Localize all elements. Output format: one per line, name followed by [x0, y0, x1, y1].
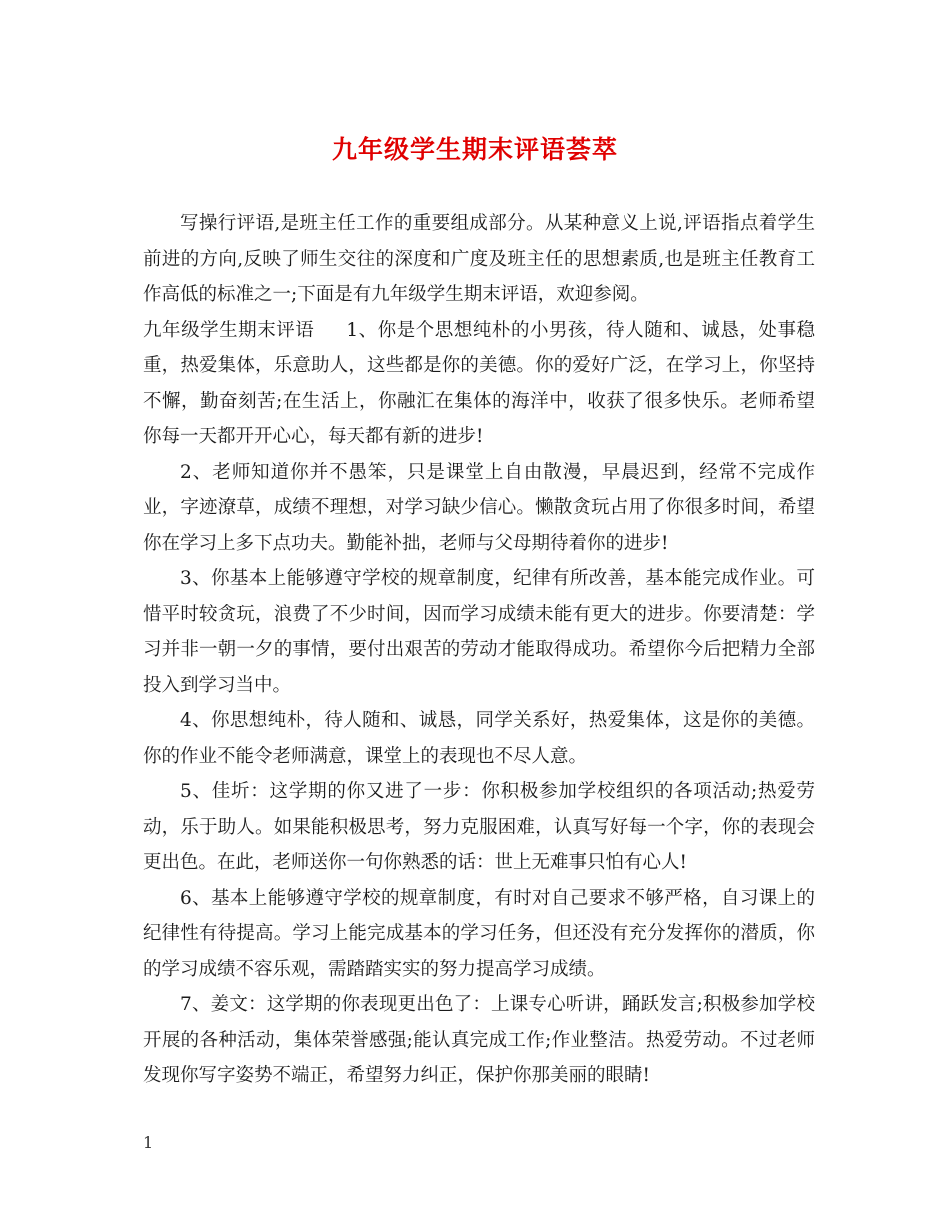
- comment-paragraph-2: 2、老师知道你并不愚笨，只是课堂上自由散漫，早晨迟到，经常不完成作业，字迹潦草，成绩不理想，对学习缺少信心。懒散贪玩占用了你很多时间，希望你在学习上多下点功夫。勤能补拙，老师与父母期待着你的进步!: [143, 461, 815, 554]
- intro-paragraph: 写操行评语,是班主任工作的重要组成部分。从某种意义上说,评语指点着学生前进的方向,反映了师生交往的深度和广度及班主任的思想素质,也是班主任教育工作高低的标准之一;下面是有九年级学生期末评语，欢迎参阅。: [143, 213, 815, 305]
- comment-paragraph-4: 4、你思想纯朴，待人随和、诚恳，同学关系好，热爱集体，这是你的美德。你的作业不能令老师满意，课堂上的表现也不尽人意。: [143, 710, 815, 767]
- comment-paragraph-7: 7、姜文：这学期的你表现更出色了：上课专心听讲，踊跃发言;积极参加学校开展的各种活动，集体荣誉感强;能认真完成工作;作业整洁。热爱劳动。不过老师发现你写字姿势不端正，希望努力纠正，保护你那美丽的眼睛!: [143, 994, 815, 1086]
- section-label: 九年级学生期末评语: [143, 319, 315, 341]
- comment-text-1: 1、你是个思想纯朴的小男孩，待人随和、诚恳，处事稳重，热爱集体，乐意助人，这些都是你的美德。你的爱好广泛，在学习上，你坚持不懈，勤奋刻苦;在生活上，你融汇在集体的海洋中，收获了很多快乐。老师希望你每一天都开开心心，每天都有新的进步!: [143, 319, 815, 447]
- comment-paragraph-3: 3、你基本上能够遵守学校的规章制度，纪律有所改善，基本能完成作业。可惜平时较贪玩，浪费了不少时间，因而学习成绩未能有更大的进步。你要清楚：学习并非一朝一夕的事情，要付出艰苦的劳动才能取得成功。希望你今后把精力全部投入到学习当中。: [143, 568, 815, 696]
- first-comment-paragraph: [143, 313, 815, 455]
- comment-paragraph-5: 5、佳圻：这学期的你又进了一步：你积极参加学校组织的各项活动;热爱劳动，乐于助人。如果能积极思考，努力克服困难，认真写好每一个字，你的表现会更出色。在此，老师送你一句你熟悉的话：世上无难事只怕有心人!: [143, 781, 815, 873]
- page-number: 1: [143, 1133, 154, 1152]
- document-body: [143, 206, 815, 1094]
- document-title: 九年级学生期末评语荟萃: [331, 135, 618, 164]
- comment-paragraph-6: 6、基本上能够遵守学校的规章制度，有时对自己要求不够严格，自习课上的纪律性有待提高。学习上能完成基本的学习任务，但还没有充分发挥你的潜质，你的学习成绩不容乐观，需踏踏实实的努力提高学习成绩。: [143, 887, 815, 980]
